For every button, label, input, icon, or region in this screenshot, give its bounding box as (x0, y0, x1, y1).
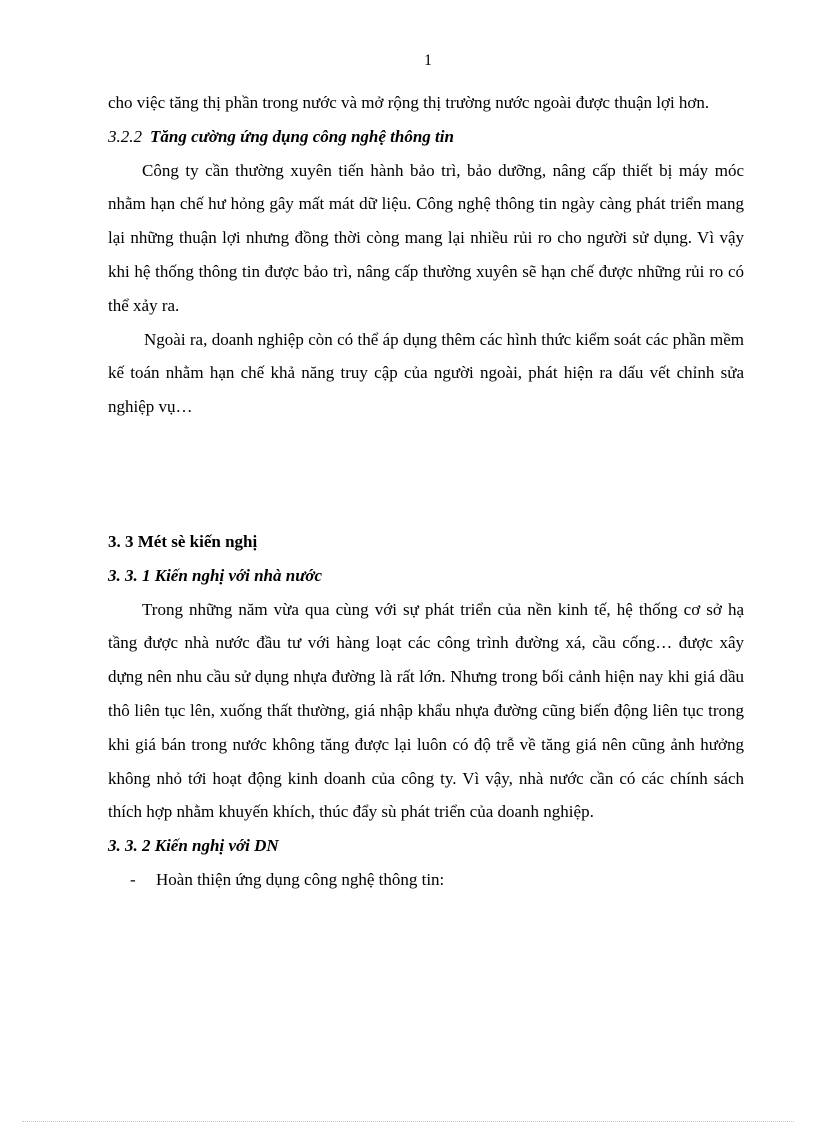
section-number: 3.2.2 (108, 126, 142, 146)
section-heading-3-3-1: 3. 3. 1 Kiến nghị với nhà nước (108, 565, 323, 585)
section-heading-3-3: 3. 3 Mét sè kiến nghị (108, 531, 258, 551)
bullet-text: Hoàn thiện ứng dụng công nghệ thông tin: (156, 869, 445, 889)
page-bottom-divider (22, 1121, 794, 1122)
page-content (108, 86, 744, 897)
section-heading-3-3-2: 3. 3. 2 Kiến nghị với DN (108, 836, 279, 856)
section-3-2-2-paragraph-2: Ngoài ra, doanh nghiệp còn có thể áp dụng thêm các hình thức kiểm soát các phần mềm kế toán nhằm hạn chế khả năng truy cập của người ngoài, phát hiện ra dấu vết chỉnh sửa nghiệp vụ… (108, 329, 744, 417)
bullet-dash-icon: - (130, 869, 136, 889)
bullet-item (108, 863, 744, 897)
intro-paragraph: cho việc tăng thị phần trong nước và mở rộng thị trường nước ngoài được thuận lợi hơn. (108, 93, 710, 112)
section-heading-3-2-2 (108, 120, 744, 154)
section-3-2-2-paragraph-1: Công ty cần thường xuyên tiến hành bảo trì, bảo dưỡng, nâng cấp thiết bị máy móc nhằm hạn chế hư hỏng gây mất mát dữ liệu. Công nghệ thông tin ngày càng phát triển mang lại những thuận lợi nhưng đồng thời còng mang lại nhiều rủi ro cho người sử dụng. Vì vậy khi hệ thống thông tin được bảo trì, nâng cấp thường xuyên sẽ hạn chế được những rủi ro có thể xảy ra. (108, 160, 744, 315)
section-3-3-1-paragraph: Trong những năm vừa qua cùng với sự phát triển của nền kinh tế, hệ thống cơ sở hạ tầng được nhà nước đầu tư với hàng loạt các công trình đường xá, cầu cống… được xây dựng nên nhu cầu sử dụng nhựa đường là rất lớn. Nhưng trong bối cảnh hiện nay khi giá dầu thô liên tục lên, xuống thất thường, giá nhập khẩu nhựa đường cũng biến động liên tục trong khi giá bán trong nước không tăng được lại luôn có độ trễ về tăng giá nên cũng ảnh hưởng không nhỏ tới hoạt động kinh doanh của công ty. Vì vậy, nhà nước cần có các chính sách thích hợp nhằm khuyến khích, thúc đẩy sù phát triển của doanh nghiệp. (108, 599, 744, 822)
page-number: 1 (424, 52, 432, 69)
blank-space (108, 424, 744, 525)
section-title: Tăng cường ứng dụng công nghệ thông tin (150, 126, 454, 146)
